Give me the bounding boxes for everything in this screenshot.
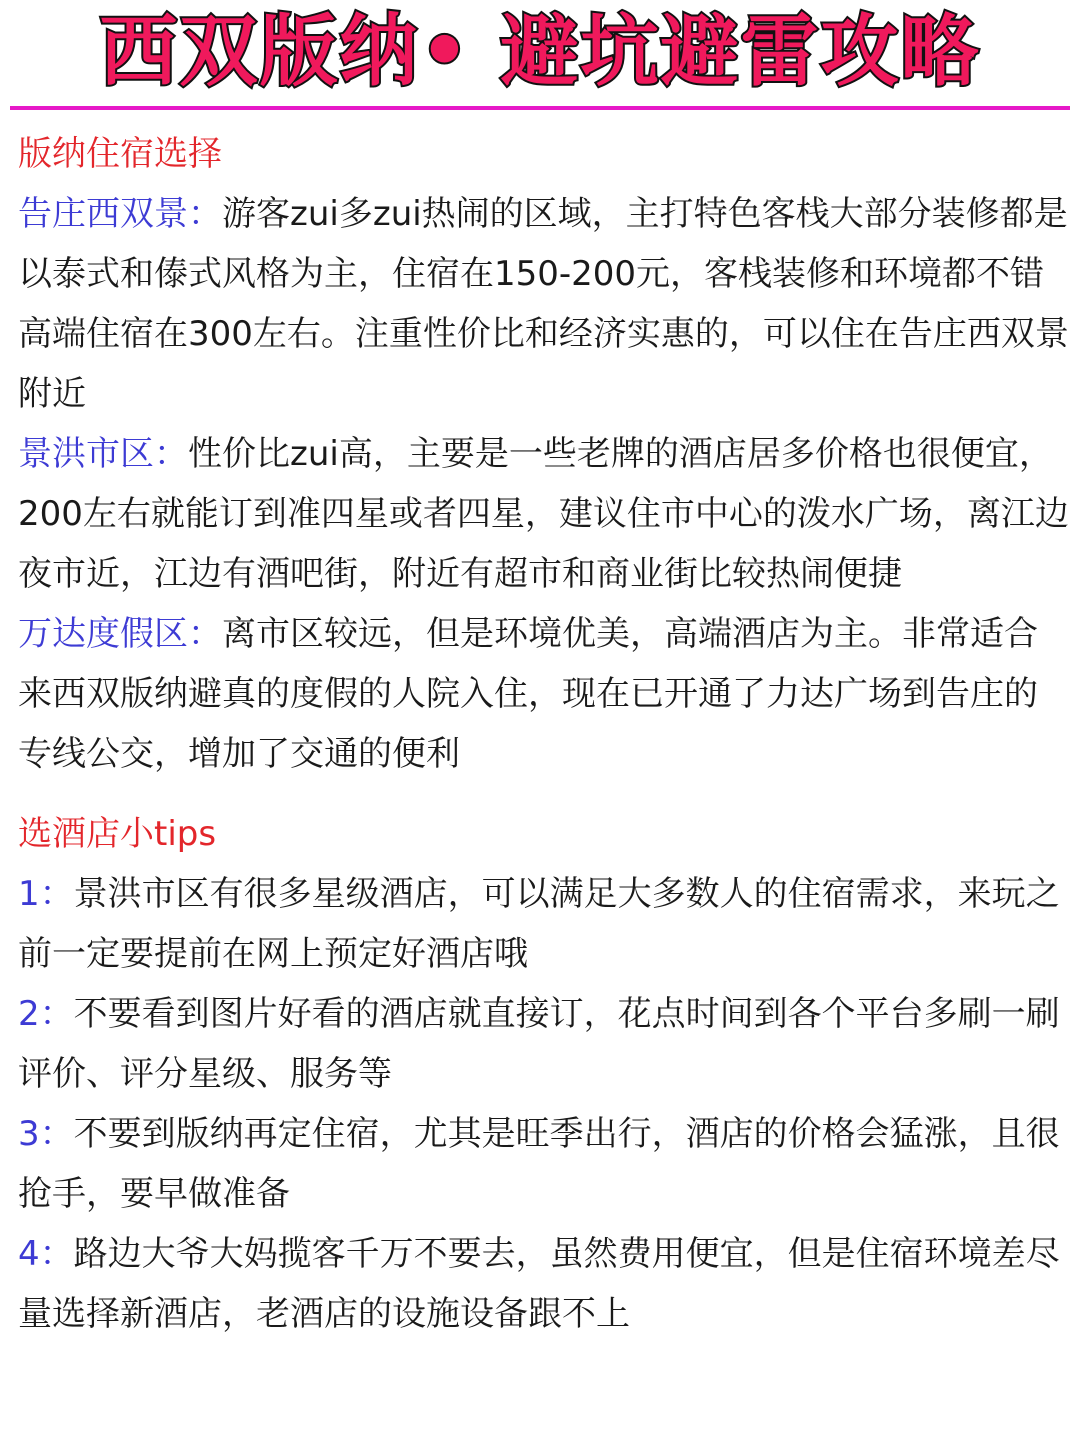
area-label: 万达度假区： [18,614,222,654]
tip-text: 不要到版纳再定住宿，尤其是旺季出行，酒店的价格会猛涨，且很抢手，要早做准备 [18,1114,1060,1214]
tip-3 [18,1104,1070,1224]
tip-text: 景洪市区有很多星级酒店，可以满足大多数人的住宿需求，来玩之前一定要提前在网上预定好酒店哦 [18,874,1060,974]
area-wanda [18,604,1070,784]
article-body [18,124,1070,1344]
area-label: 告庄西双景： [18,194,222,234]
tip-text: 路边大爷大妈揽客千万不要去，虽然费用便宜，但是住宿环境差尽量选择新酒店，老酒店的设施设备跟不上 [18,1234,1060,1334]
page-title: 西双版纳• 避坑避雷攻略 [99,7,981,97]
tip-text: 不要看到图片好看的酒店就直接订，花点时间到各个平台多刷一刷评价、评分星级、服务等 [18,994,1060,1094]
tip-1 [18,864,1070,984]
tip-number: 4： [18,1234,74,1274]
tip-4 [18,1224,1070,1344]
area-gaozhuang [18,184,1070,424]
tips-heading: 选酒店小tips [18,814,217,854]
title-divider [10,106,1070,110]
section-spacer [18,784,1070,804]
accommodation-heading: 版纳住宿选择 [18,134,222,174]
area-label: 景洪市区： [18,434,188,474]
area-jinghong [18,424,1070,604]
area-description: 离市区较远，但是环境优美，高端酒店为主。非常适合来西双版纳避真的度假的人院入住，现在已开通了力达广场到告庄的专线公交，增加了交通的便利 [18,614,1038,774]
tip-number: 1： [18,874,74,914]
area-description: 游客zui多zui热闹的区域，主打特色客栈大部分装修都是以泰式和傣式风格为主，住宿在150-200元，客栈装修和环境都不错高端住宿在300左右。注重性价比和经济实惠的，可以住在告庄西双景附近 [18,194,1069,414]
tip-2 [18,984,1070,1104]
area-description: 性价比zui高，主要是一些老牌的酒店居多价格也很便宜，200左右就能订到准四星或者四星，建议住市中心的泼水广场，离江边夜市近，江边有酒吧街，附近有超市和商业街比较热闹便捷 [18,434,1069,594]
tip-number: 3： [18,1114,74,1154]
tip-number: 2： [18,994,74,1034]
